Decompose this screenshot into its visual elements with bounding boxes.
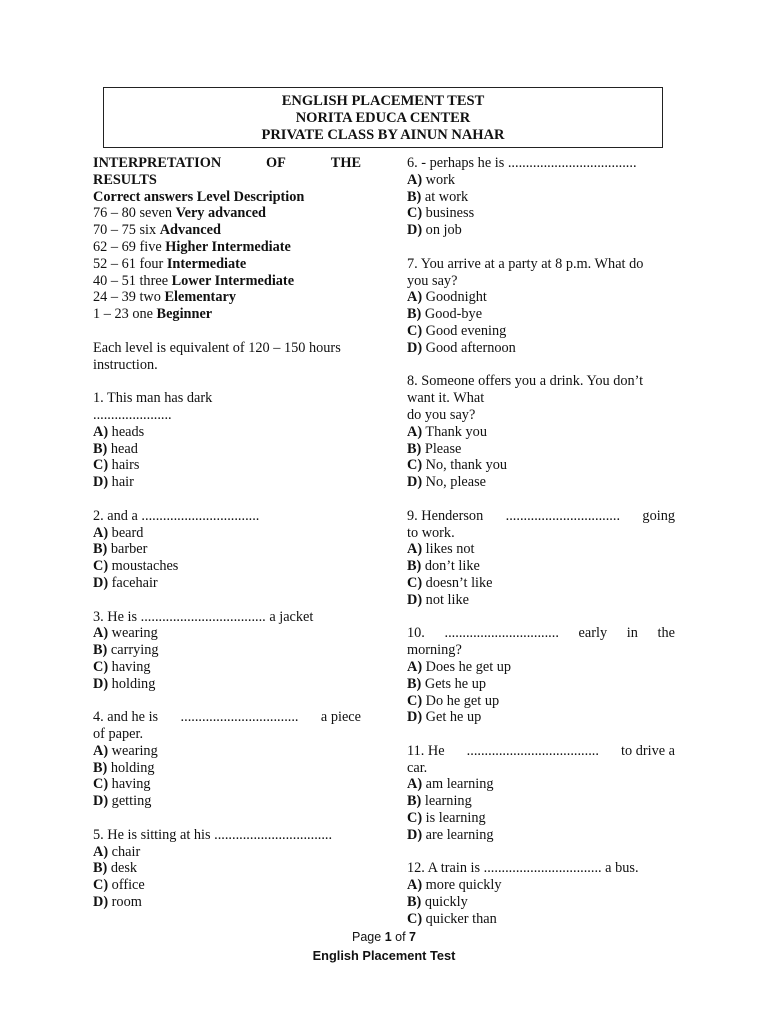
answer-option-c[interactable]: C) is learning [407,810,486,827]
question-4 [93,709,361,810]
header-center-name: NORITA EDUCA CENTER [295,110,471,126]
answer-option-b[interactable]: B) barber [93,541,148,558]
question-2 [93,508,361,592]
right-column [407,155,675,928]
question-12 [407,860,675,927]
answer-option-c[interactable]: C) office [93,877,145,894]
answer-option-b[interactable]: B) Gets he up [407,675,487,692]
answer-option-d[interactable]: D) Good afternoon [407,339,516,356]
answer-option-d[interactable]: D) getting [93,793,152,810]
question-text: 6. - perhaps he is .................................... [407,155,637,171]
answer-option-d[interactable]: D) No, please [407,474,487,491]
answer-option-b[interactable]: B) holding [93,759,155,776]
answer-option-d[interactable]: D) facehair [93,574,158,591]
question-text-line2: of paper. [93,726,144,743]
answer-option-a[interactable]: A) heads [93,423,145,440]
question-text: 11. He ..................................... to drive a [407,742,675,759]
answer-option-b[interactable]: B) at work [407,188,469,205]
interpretation-heading: INTERPRETATION OF THE [93,155,361,171]
answer-option-a[interactable]: A) wearing [93,742,158,759]
left-column [93,155,361,911]
answer-option-a[interactable]: A) Does he get up [407,658,512,675]
answer-option-c[interactable]: C) having [93,776,151,793]
answer-option-a[interactable]: A) Thank you [407,423,487,440]
question-text: 12. A train is ................................. a bus. [407,860,639,877]
answer-option-c[interactable]: C) business [407,205,475,222]
level-row: 62 – 69 five Higher Intermediate [93,238,291,255]
answer-option-d[interactable]: D) holding [93,675,156,692]
answer-option-b[interactable]: B) Please [407,440,462,457]
answer-option-b[interactable]: B) learning [407,793,472,810]
question-text-line2: you say? [407,272,458,289]
document-header [103,87,663,148]
answer-option-a[interactable]: A) work [407,171,456,188]
answer-option-b[interactable]: B) carrying [93,642,159,659]
answer-option-d[interactable]: D) hair [93,474,134,491]
answer-option-c[interactable]: C) doesn’t like [407,574,493,591]
question-text-line2: to work. [407,524,455,541]
answer-option-c[interactable]: C) moustaches [93,558,179,575]
level-row: 1 – 23 one Beginner [93,306,213,323]
answer-option-a[interactable]: A) more quickly [407,877,502,894]
question-text-line2: car. [407,759,428,776]
question-text: 2. and a ................................. [93,507,260,524]
answer-option-a[interactable]: A) am learning [407,776,494,793]
question-7 [407,256,675,357]
answer-option-b[interactable]: B) head [93,440,138,457]
level-row: 24 – 39 two Elementary [93,289,236,306]
answer-option-a[interactable]: A) beard [93,524,144,541]
level-row: 70 – 75 six Advanced [93,222,221,239]
level-row: 76 – 80 seven Very advanced [93,205,267,222]
header-title: ENGLISH PLACEMENT TEST [281,93,485,109]
question-3 [93,609,361,693]
interpretation-heading-line2: RESULTS [93,171,157,188]
answer-option-c[interactable]: C) Do he get up [407,692,500,709]
answer-option-d[interactable]: D) on job [407,222,462,239]
answer-option-d[interactable]: D) Get he up [407,709,482,726]
question-11 [407,743,675,844]
question-text: 7. You arrive at a party at 8 p.m. What do [407,255,644,272]
question-6 [407,155,675,239]
question-9 [407,508,675,609]
question-10 [407,625,675,726]
level-note: Each level is equivalent of 120 – 150 hours [93,339,341,356]
question-text-line2: morning? [407,642,462,659]
answer-option-a[interactable]: A) Goodnight [407,289,487,306]
level-row: 52 – 61 four Intermediate [93,255,247,272]
question-text: 1. This man has dark [93,390,213,407]
answer-option-b[interactable]: B) Good-bye [407,306,483,323]
answer-option-d[interactable]: D) room [93,894,142,911]
question-1 [93,390,361,491]
answer-option-c[interactable]: C) Good evening [407,322,507,339]
question-text-line2: want it. What [407,390,485,407]
question-text: 9. Henderson ................................ going [407,507,675,524]
answer-option-d[interactable]: D) are learning [407,826,494,843]
question-text: 4. and he is ................................. a piece [93,709,361,726]
answer-option-a[interactable]: A) likes not [407,541,475,558]
answer-option-c[interactable]: C) hairs [93,457,140,474]
question-text: 10. ................................ early in the [407,625,675,642]
answer-option-c[interactable]: C) quicker than [407,910,497,927]
answer-option-b[interactable]: B) desk [93,860,138,877]
answer-option-b[interactable]: B) quickly [407,894,468,911]
level-row: 40 – 51 three Lower Intermediate [93,272,295,289]
levels-table-header: Correct answers Level Description [93,188,305,205]
answer-option-c[interactable]: C) No, thank you [407,457,508,474]
answer-option-a[interactable]: A) chair [93,843,141,860]
answer-blank: ...................... [93,406,172,423]
question-5 [93,827,361,911]
answer-option-c[interactable]: C) having [93,658,151,675]
footer-title: English Placement Test [312,948,456,963]
answer-option-b[interactable]: B) don’t like [407,558,480,575]
header-class-name: PRIVATE CLASS BY AINUN NAHAR [261,127,505,143]
level-note-line2: instruction. [93,356,158,373]
answer-option-a[interactable]: A) wearing [93,625,158,642]
page-number: Page 1 of 7 [352,930,416,944]
question-text: 3. He is ................................... a jacket [93,608,314,625]
answer-option-d[interactable]: D) not like [407,591,469,608]
question-text-line3: do you say? [407,406,476,423]
question-text: 5. He is sitting at his ................................. [93,826,333,843]
question-text: 8. Someone offers you a drink. You don’t [407,373,644,390]
question-8 [407,373,675,491]
